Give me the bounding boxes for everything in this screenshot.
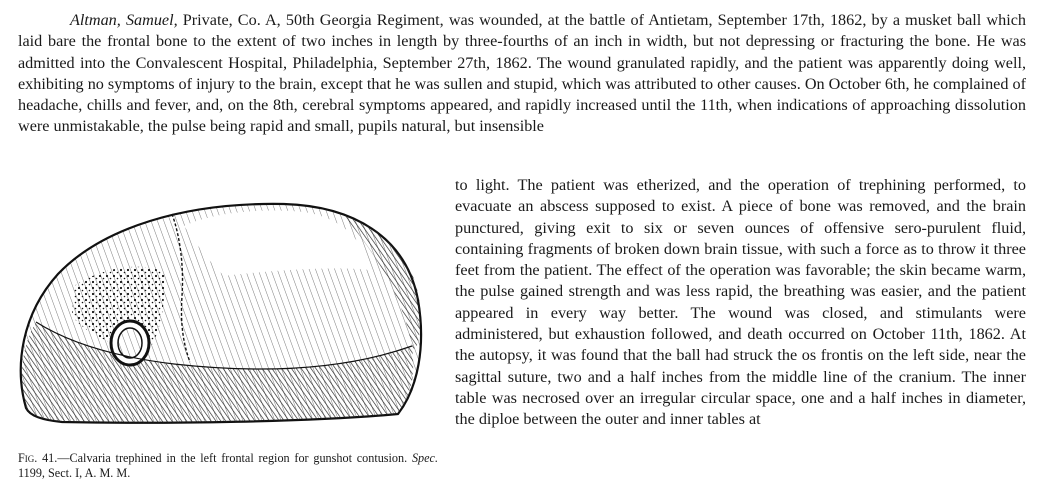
case-paragraph — [18, 10, 1026, 138]
calvaria-engraving — [14, 196, 434, 434]
case-text-top — [18, 10, 1026, 138]
case-continuation-paragraph: to light. The patient was etherized, and the operation of trephining performed, to evacuate an abscess supposed to exist. A piece of bone was removed, and the brain punctured, giving exit to six or seven ounces of offensive sero-purulent fluid, containing fragments of broken down brain tissue, with such a force as to throw it three feet from the patient. The effect of the operation was favorable; the skin became warm, the pulse gained strength and was less rapid, the breathing was easier, and the patient appeared in every way better. The wound was closed, and stimulants were administered, but exhaustion followed, and death occurred on October 11th, 1862. At the autopsy, it was found that the ball had struck the os frontis on the left side, near the sagittal suture, two and a half inches from the middle line of the cranium. The inner table was necrosed over an irregular circular space, one and a half inches in diameter, the diploe between the outer and inner tables at — [455, 176, 1026, 429]
patient-name: Altman, Samuel, — [70, 11, 178, 29]
case-text-continuation — [455, 175, 1026, 431]
figure-spec-label: Spec. — [411, 451, 438, 465]
case-lead-text: Private, Co. A, 50th Georgia Regiment, was wounded, at the battle of Antietam, September 17th, 1862, by a musket ball which laid bare the frontal bone to the extent of two inches in length by three-fourths of an inch in width, but not depressing or fracturing the bone. He was admitted into the Convalescent Hospital, Philadelphia, September 27th, 1862. The wound granulated rapidly, and the patient was apparently doing well, exhibiting no symptoms of injury to the brain, except that he was sullen and stupid, which was attributed to other causes. On October 6th, he complained of headache, chills and fever, and, on the 8th, cerebral symptoms appeared, and rapidly increased until the 11th, when indications of approaching dissolution were unmistakable, the pulse being rapid and small, pupils natural, but insensible — [18, 11, 1026, 136]
figure-source: 1199, Sect. I, A. M. M. — [18, 466, 131, 480]
figure-caption — [18, 451, 438, 481]
figure-label: Fig. 41. — [18, 451, 58, 465]
calvaria-illustration — [14, 196, 434, 434]
figure-caption-text: —Calvaria trephined in the left frontal region for gunshot contusion. — [57, 451, 408, 465]
